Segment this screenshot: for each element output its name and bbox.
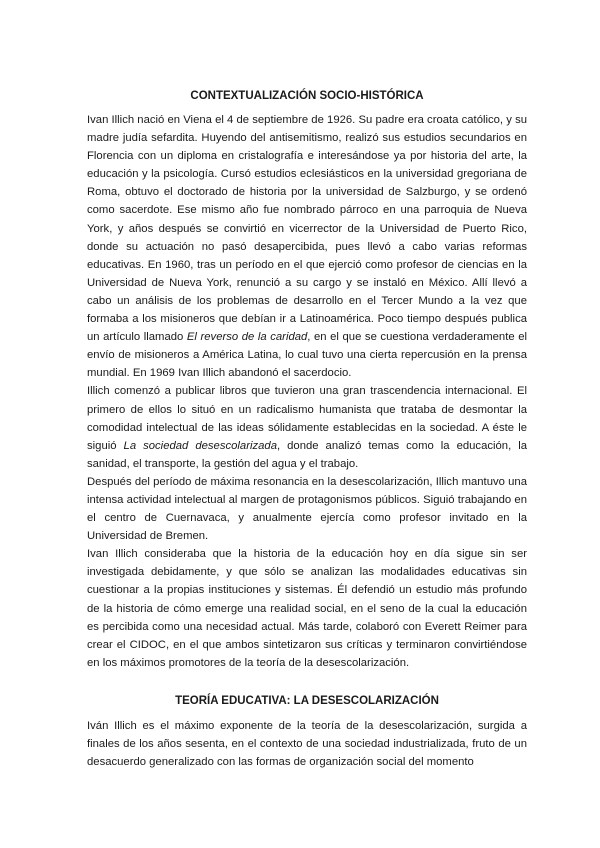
section-title-teoria-educativa: TEORÍA EDUCATIVA: LA DESESCOLARIZACIÓN xyxy=(175,695,439,707)
section-body-contextualizacion xyxy=(87,111,527,672)
paragraph-history-of-education: Ivan Illich consideraba que la historia de la educación hoy en día sigue sin ser investigada debidamente, y que sólo se analizan las modalidades educativas sin cuestionar a la propias instituciones y sistemas. Él defendió un estudio más profundo de la historia de cómo emerge una realidad social, en el seno de la cual la educación es percibida como una necesidad actual. Más tarde, colaboró con Everett Reimer para crear el CIDOC, en el que ambos sintetizaron sus críticas y terminaron convirtiéndose en los máximos promotores de la teoría de la desescolarización. xyxy=(87,548,527,669)
section-title-contextualizacion: CONTEXTUALIZACIÓN SOCIO-HISTÓRICA xyxy=(190,90,424,102)
paragraph-deschooling-theory: Iván Illich es el máximo exponente de la teoría de la desescolarización, surgida a finales de los años sesenta, en el contexto de una sociedad industrializada, fruto de un desacuerdo generalizado con las formas de organización social del momento xyxy=(87,720,527,769)
paragraph-biography-text-end: , en el que se cuestiona verdaderamente el envío de misioneros a América Latina, lo cual tuvo una cierta repercusión en la prensa mundial. En 1969 Ivan Illich abandonó el sacerdocio. xyxy=(87,331,527,380)
paragraph-publications-text: Illich comenzó a publicar libros que tuvieron una gran trascendencia internacional. El primero de ellos lo situó en un radicalismo humanista que trataba de desmontar la comodidad intelectual de las ideas sólidamente establecidas en la sociedad. A éste le siguió xyxy=(87,385,527,452)
paragraph-biography xyxy=(87,111,527,382)
book-title-italic: La sociedad desescolarizada xyxy=(123,439,277,452)
paragraph-biography-text: Ivan Illich nació en Viena el 4 de septiembre de 1926. Su padre era croata católico, y su madre judía sefardita. Huyendo del antisemitismo, realizó sus estudios secundarios en Florencia con un diploma en cristalografía e interesándose ya por historia del arte, la educación y la psicología. Cursó estudios eclesiásticos en la universidad gregoriana de Roma, obtuvo el doctorado de historia por la universidad de Salzburgo, y se ordenó como sacerdote. Ese mismo año fue nombrado párroco en una parroquia de Nueva York, y años después se convirtió en vicerrector de la Universidad de Puerto Rico, donde su actuación no pasó desapercibida, pues llevó a cabo varias reformas educativas. En 1960, tras un período en el que ejerció como profesor de ciencias en la Universidad de Nueva York, renunció a su cargo y se instaló en México. Allí llevó a cabo un análisis de los problemas de desarrollo en el Tercer Mundo a la vez que formaba a los misioneros que debían ir a Latinoamérica. Poco tiempo después publica un artículo llamado xyxy=(87,114,527,344)
paragraph-later-activity: Después del período de máxima resonancia en la desescolarización, Illich mantuvo una intensa actividad intelectual al margen de protagonismos públicos. Siguió trabajando en el centro de Cuernavaca, y anualmente ejercía como profesor invitado en la Universidad de Bremen. xyxy=(87,475,527,543)
paragraph-publications-text-end: , donde analizó temas como la educación, la sanidad, el transporte, la gestión del agua y el trabajo. xyxy=(87,439,528,470)
paragraph-publications xyxy=(87,382,527,472)
article-title-italic: El reverso de la caridad xyxy=(186,331,308,344)
section-body-teoria-educativa xyxy=(87,717,527,771)
